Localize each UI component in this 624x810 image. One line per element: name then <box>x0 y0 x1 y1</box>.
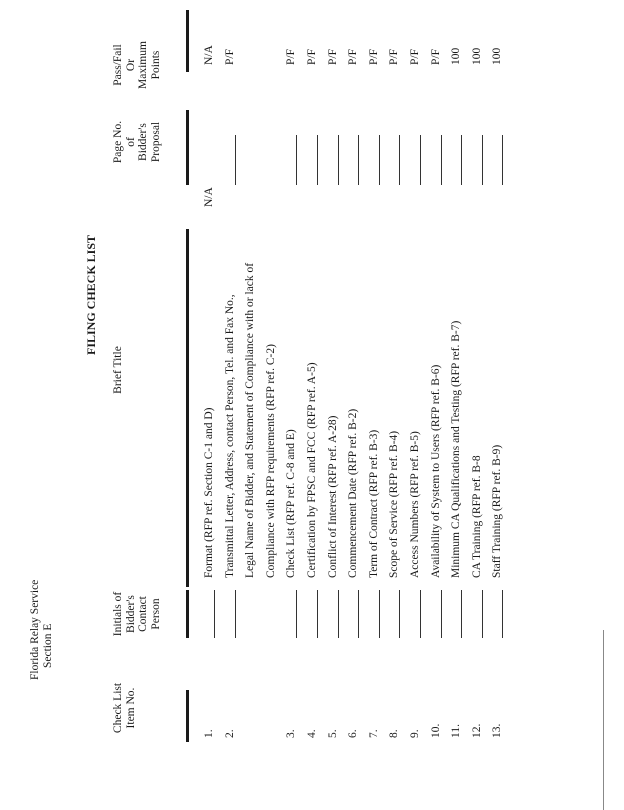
page-number-blank[interactable] <box>379 135 380 185</box>
pass-fail-score: P/F <box>347 49 360 65</box>
item-number: 6. <box>347 729 360 738</box>
item-number: 1. <box>203 729 215 738</box>
header-line: Bidder's <box>124 595 137 633</box>
page-number-blank[interactable] <box>502 135 503 185</box>
header-brief-title <box>112 320 125 420</box>
pass-fail-score: 100 <box>491 47 504 65</box>
initials-blank[interactable] <box>420 590 421 638</box>
brief-title: Format (RFP ref. Section C-1 and D) <box>203 407 215 578</box>
item-number: 7. <box>367 729 380 738</box>
initials-blank[interactable] <box>461 590 462 638</box>
initials-blank[interactable] <box>502 590 503 638</box>
header-line: Bidder's <box>137 123 149 161</box>
brief-title: Conflict of Interest (RFP ref. A-28) <box>326 415 339 578</box>
header-line: Points <box>149 50 162 80</box>
pass-fail-score: P/F <box>409 49 421 65</box>
rule-brief-title <box>186 229 189 587</box>
page-number-blank[interactable] <box>399 135 400 185</box>
pass-fail-score: P/F <box>326 49 339 65</box>
initials-blank[interactable] <box>441 590 442 638</box>
brief-title: Availability of System to Users (RFP ref. B-6) <box>429 364 442 578</box>
brief-title: Legal Name of Bidder, and Statement of Compliance with or lack of <box>244 262 257 578</box>
rule-initials <box>186 590 189 638</box>
page-number-blank[interactable] <box>338 135 339 185</box>
initials-blank[interactable] <box>338 590 339 638</box>
pass-fail-score: 100 <box>450 47 463 65</box>
item-number: 13. <box>491 723 504 738</box>
page-number-blank[interactable] <box>482 135 483 185</box>
header-line: Proposal <box>149 121 162 163</box>
pass-fail-score: P/F <box>285 49 298 65</box>
page-number-blank[interactable] <box>461 135 462 185</box>
header-line: Check List <box>112 682 124 734</box>
header-line: Page No. <box>112 120 124 164</box>
rule-item-no <box>186 690 189 742</box>
page-number-blank[interactable] <box>235 135 236 185</box>
header-line: of <box>124 137 137 147</box>
scan-edge-line <box>603 630 604 810</box>
pass-fail-score: 100 <box>470 47 483 65</box>
brief-title: Transmittal Letter, Address, contact Person, Tel. and Fax No., <box>223 294 236 578</box>
header-page-no <box>112 102 162 182</box>
item-number: 9. <box>409 729 421 738</box>
brief-title: Check List (RFP ref. C-8 and E) <box>285 429 298 578</box>
header-line: Or <box>124 58 137 72</box>
header-line: Person <box>149 598 162 630</box>
rule-pass-fail <box>186 10 189 72</box>
header-line: Item No. <box>124 687 137 729</box>
initials-blank[interactable] <box>296 590 297 638</box>
item-number: 11. <box>450 724 463 738</box>
brief-title: Staff Training (RFP ref. B-9) <box>491 444 504 578</box>
brief-title: CA Training (RFP ref. B-8 <box>470 455 483 578</box>
initials-blank[interactable] <box>235 590 236 638</box>
pass-fail-score: P/F <box>223 49 236 65</box>
pass-fail-score: N/A <box>203 45 215 65</box>
page-title: FILING CHECK LIST <box>84 234 98 355</box>
header-line: Brief Title <box>112 346 124 394</box>
section-header <box>29 580 55 680</box>
rule-page-no <box>186 110 189 185</box>
header-line: Pass/Fail <box>112 44 124 86</box>
page-number-blank[interactable] <box>317 135 318 185</box>
item-number: 5. <box>326 729 339 738</box>
page-number-blank[interactable] <box>358 135 359 185</box>
brief-title: Term of Contract (RFP ref. B-3) <box>367 429 380 578</box>
header-item-no <box>112 663 137 753</box>
pass-fail-score: P/F <box>367 49 380 65</box>
brief-title: Compliance with RFP requirements (RFP ref. C-2) <box>264 344 277 578</box>
initials-blank[interactable] <box>358 590 359 638</box>
section-line-1: Florida Relay Service <box>29 579 41 680</box>
header-pass-fail <box>112 25 162 105</box>
initials-blank[interactable] <box>379 590 380 638</box>
page-number: N/A <box>203 187 215 207</box>
initials-blank[interactable] <box>482 590 483 638</box>
page-number-blank[interactable] <box>420 135 421 185</box>
page-number-blank[interactable] <box>441 135 442 185</box>
initials-blank[interactable] <box>399 590 400 638</box>
page-number-blank[interactable] <box>296 135 297 185</box>
item-number: 12. <box>470 723 483 738</box>
item-number: 4. <box>306 729 318 738</box>
pass-fail-score: P/F <box>306 49 318 65</box>
item-number: 3. <box>285 729 298 738</box>
brief-title: Commencement Date (RFP ref. B-2) <box>347 408 360 578</box>
item-number: 8. <box>388 729 401 738</box>
initials-blank[interactable] <box>214 590 215 638</box>
header-line: Maximum <box>137 41 149 89</box>
pass-fail-score: P/F <box>388 49 401 65</box>
item-number: 2. <box>223 729 236 738</box>
header-initials <box>112 574 162 654</box>
header-line: Initials of <box>112 591 124 637</box>
brief-title: Access Numbers (RFP ref. B-5) <box>409 431 421 578</box>
item-number: 10. <box>429 723 442 738</box>
brief-title: Scope of Service (RFP ref. B-4) <box>388 430 401 578</box>
brief-title: Minimum CA Qualifications and Testing (RFP ref. B-7) <box>450 320 463 578</box>
header-line: Contact <box>137 596 149 632</box>
pass-fail-score: P/F <box>429 49 442 65</box>
section-line-2: Section E <box>42 623 54 668</box>
brief-title: Certification by FPSC and FCC (RFP ref. A-5) <box>306 362 318 578</box>
initials-blank[interactable] <box>317 590 318 638</box>
